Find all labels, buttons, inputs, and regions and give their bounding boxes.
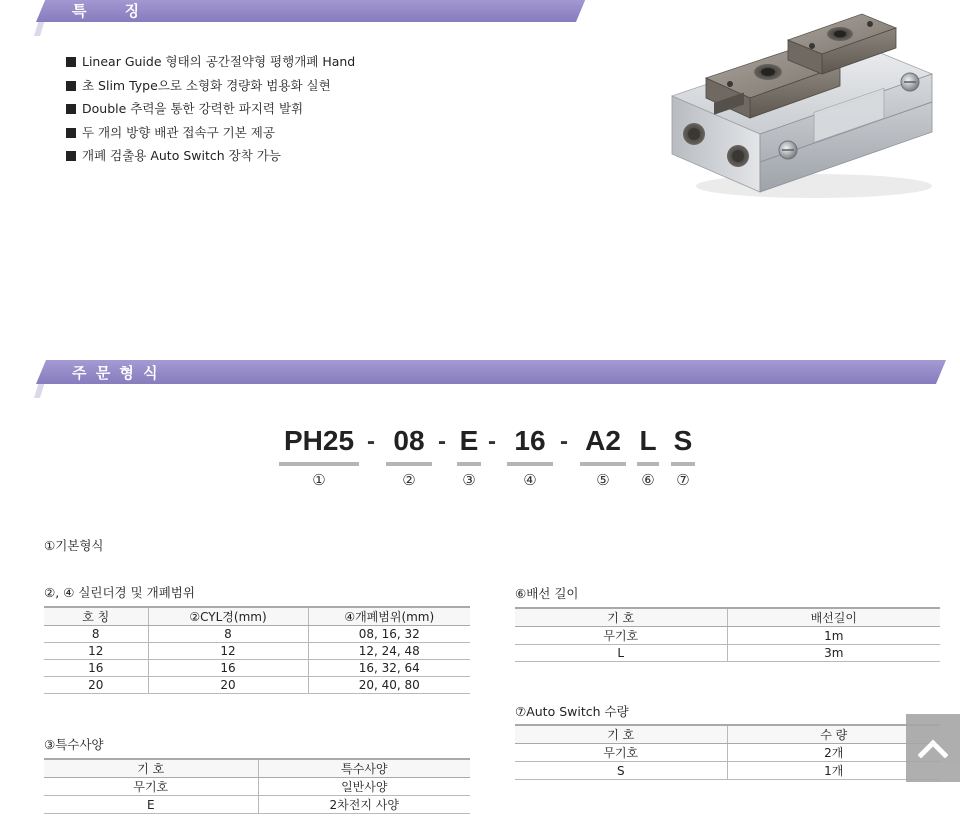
features-list <box>66 50 355 168</box>
code-underline <box>457 462 481 466</box>
table-row <box>515 627 940 645</box>
code-part-4: 16 <box>514 425 546 456</box>
code-separator: - <box>488 428 496 455</box>
code-part-7: S <box>673 425 693 456</box>
code-marker: ③ <box>462 471 476 489</box>
code-underline <box>279 462 359 466</box>
table-cell: 2차전지 사양 <box>258 796 470 814</box>
table-header-row <box>44 759 470 778</box>
table-row <box>44 643 470 660</box>
table-cell: S <box>515 762 727 780</box>
table-cell: 3m <box>727 645 940 662</box>
special-table-title: ③특수사양 <box>44 737 104 752</box>
table-cell: 20, 40, 80 <box>308 677 470 694</box>
table-cell: 일반사양 <box>258 778 470 796</box>
table-cell: 20 <box>44 677 148 694</box>
square-bullet-icon <box>66 151 76 161</box>
table-header-row <box>515 725 940 744</box>
feature-item <box>66 74 355 98</box>
table-cell: 20 <box>148 677 308 694</box>
table-header: 기 호 <box>44 759 258 778</box>
table-row <box>515 744 940 762</box>
feature-item <box>66 97 355 121</box>
table-header: 기 호 <box>515 608 727 627</box>
square-bullet-icon <box>66 81 76 91</box>
table-cell: 08, 16, 32 <box>308 626 470 643</box>
table-cell: 8 <box>44 626 148 643</box>
feature-text: 개폐 검출용 Auto Switch 장착 가능 <box>82 148 281 163</box>
code-underline <box>386 462 432 466</box>
code-separator: - <box>560 428 568 455</box>
table-row <box>44 778 470 796</box>
table-cell: 16 <box>148 660 308 677</box>
code-underline <box>580 462 626 466</box>
table-cell: 8 <box>148 626 308 643</box>
feature-item <box>66 50 355 74</box>
table-row <box>515 762 940 780</box>
special-table <box>44 758 470 814</box>
table-cell: 1m <box>727 627 940 645</box>
table-header: 특수사양 <box>258 759 470 778</box>
code-part-2: 08 <box>393 425 425 456</box>
banner-band <box>36 360 946 384</box>
feature-text: 두 개의 방향 배관 접속구 기본 제공 <box>82 124 275 140</box>
square-bullet-icon <box>66 104 76 114</box>
code-marker: ⑤ <box>596 471 610 489</box>
chevron-up-icon <box>918 738 948 758</box>
switch-table <box>515 724 940 780</box>
table-cell: 12, 24, 48 <box>308 643 470 660</box>
square-bullet-icon <box>66 57 76 67</box>
order-banner <box>36 360 946 384</box>
table-header-row <box>44 607 470 626</box>
order-title: 주 문 형 식 <box>72 364 160 382</box>
code-marker: ① <box>312 471 326 489</box>
code-separator: - <box>367 428 375 455</box>
code-part-1: PH25 <box>283 425 355 456</box>
feature-text: Linear Guide 형태의 공간절약형 평행개폐 Hand <box>82 54 356 69</box>
basic-type-title: ①기본형식 <box>44 538 104 553</box>
code-underline <box>671 462 695 466</box>
scroll-to-top-button[interactable] <box>906 714 960 782</box>
features-banner <box>36 0 586 22</box>
feature-text: Double 추력을 통한 강력한 파지력 발휘 <box>82 101 304 116</box>
wire-table-title: ⑥배선 길이 <box>515 586 579 601</box>
table-cell: 16, 32, 64 <box>308 660 470 677</box>
code-underline <box>637 462 659 466</box>
table-row <box>44 626 470 643</box>
table-cell: L <box>515 645 727 662</box>
features-title: 특 징 <box>72 2 142 20</box>
table-cell: E <box>44 796 258 814</box>
code-underline <box>507 462 553 466</box>
table-cell: 무기호 <box>515 744 727 762</box>
table-row <box>44 660 470 677</box>
table-row <box>44 796 470 814</box>
product-image <box>664 4 940 204</box>
table-cell: 무기호 <box>515 627 727 645</box>
table-header: 수 량 <box>727 725 940 744</box>
code-marker: ④ <box>523 471 537 489</box>
table-header: 기 호 <box>515 725 727 744</box>
table-cell: 12 <box>148 643 308 660</box>
table-cell: 무기호 <box>44 778 258 796</box>
code-separator: - <box>438 428 446 455</box>
code-marker: ⑦ <box>676 471 690 489</box>
feature-item <box>66 144 355 168</box>
bore-table-title: ②, ④ 실린더경 및 개폐범위 <box>44 585 195 600</box>
table-cell: 2개 <box>727 744 940 762</box>
wire-table <box>515 607 940 662</box>
bore-table <box>44 606 470 694</box>
code-part-3: E <box>459 425 479 456</box>
table-header: ④개폐범위(mm) <box>308 607 470 626</box>
feature-item <box>66 121 355 145</box>
code-part-6: L <box>639 425 657 456</box>
code-part-5: A2 <box>585 425 621 456</box>
table-header: 배선길이 <box>727 608 940 627</box>
table-cell: 16 <box>44 660 148 677</box>
square-bullet-icon <box>66 128 76 138</box>
table-row <box>515 645 940 662</box>
table-header-row <box>515 608 940 627</box>
table-header: 호 칭 <box>44 607 148 626</box>
feature-text: 초 Slim Type으로 소형화 경량화 범용화 실현 <box>82 77 331 93</box>
table-row <box>44 677 470 694</box>
code-marker: ⑥ <box>641 471 655 489</box>
switch-table-title: ⑦Auto Switch 수량 <box>515 704 629 719</box>
table-cell: 12 <box>44 643 148 660</box>
code-marker: ② <box>402 471 416 489</box>
table-header: ②CYL경(mm) <box>148 607 308 626</box>
table-cell: 1개 <box>727 762 940 780</box>
